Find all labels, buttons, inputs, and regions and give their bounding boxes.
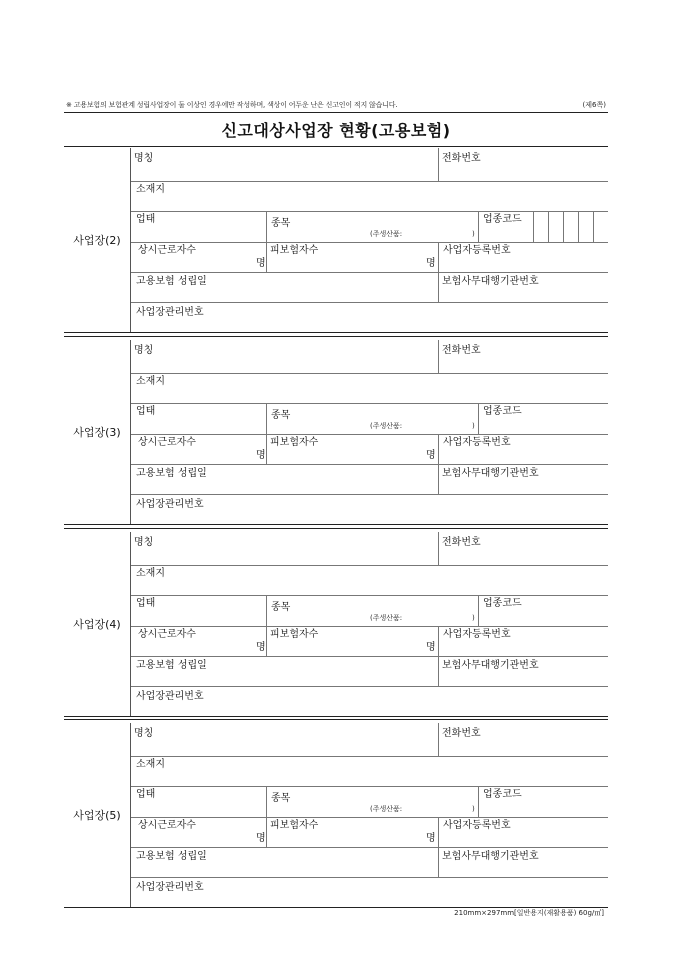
business-type-label: 업태 (136, 406, 156, 417)
workplace-label: 사업장(3) (64, 340, 131, 524)
business-type-label: 업태 (136, 214, 156, 225)
management-no-label: 사업장관리번호 (136, 691, 204, 702)
phone-label: 전화번호 (442, 345, 481, 356)
code-box-divider (593, 211, 594, 242)
main-product-label: (주생산품: (370, 614, 403, 622)
column-divider (438, 434, 439, 494)
section-separator (64, 719, 608, 720)
row-divider (131, 847, 608, 848)
title-rule (64, 146, 608, 147)
regular-workers-label: 상시근로자수 (138, 245, 196, 256)
workplace-section (64, 148, 608, 333)
name-label: 명칭 (134, 537, 154, 548)
establish-date-label: 고용보험 성립일 (136, 276, 207, 287)
industry-code-label: 업종코드 (483, 598, 522, 609)
row-divider (131, 686, 608, 687)
section-separator (64, 528, 608, 529)
row-divider (131, 434, 608, 435)
column-divider (478, 595, 479, 626)
phone-label: 전화번호 (442, 728, 481, 739)
row-divider (131, 242, 608, 243)
column-divider (478, 211, 479, 242)
management-no-label: 사업장관리번호 (136, 307, 204, 318)
agency-no-label: 보험사무대행기관번호 (442, 468, 539, 479)
row-divider (131, 626, 608, 627)
form-page-number: (제6쪽) (582, 101, 606, 109)
business-reg-no-label: 사업자등록번호 (443, 820, 511, 831)
insured-count-label: 피보험자수 (270, 437, 319, 448)
paper-spec: 210mm×297mm[일반용지(재활용품) 60g/㎡] (454, 909, 604, 917)
insured-count-label: 피보험자수 (270, 245, 319, 256)
code-box-divider (548, 211, 549, 242)
establish-date-label: 고용보험 성립일 (136, 660, 207, 671)
column-divider (478, 403, 479, 434)
code-box-divider (578, 211, 579, 242)
address-label: 소재지 (136, 184, 165, 195)
phone-label: 전화번호 (442, 153, 481, 164)
agency-no-label: 보험사무대행기관번호 (442, 660, 539, 671)
row-divider (131, 494, 608, 495)
name-label: 명칭 (134, 153, 154, 164)
workplace-label: 사업장(4) (64, 532, 131, 716)
column-divider (266, 211, 267, 272)
person-unit: 명 (426, 642, 436, 653)
row-divider (131, 786, 608, 787)
regular-workers-label: 상시근로자수 (138, 629, 196, 640)
row-divider (131, 211, 608, 212)
item-label: 종목 (271, 602, 291, 613)
address-label: 소재지 (136, 376, 165, 387)
workplace-section (64, 723, 608, 908)
insured-count-label: 피보험자수 (270, 629, 319, 640)
main-product-close: ) (472, 805, 475, 813)
column-divider (438, 532, 439, 565)
column-divider (266, 595, 267, 656)
agency-no-label: 보험사무대행기관번호 (442, 851, 539, 862)
form-title: 신고대상사업장 현황(고용보험) (221, 121, 451, 140)
insured-count-label: 피보험자수 (270, 820, 319, 831)
workplace-section (64, 340, 608, 525)
main-product-close: ) (472, 422, 475, 430)
business-type-label: 업태 (136, 598, 156, 609)
person-unit: 명 (256, 450, 266, 461)
phone-label: 전화번호 (442, 537, 481, 548)
code-box-divider (563, 211, 564, 242)
row-divider (131, 464, 608, 465)
person-unit: 명 (256, 642, 266, 653)
regular-workers-label: 상시근로자수 (138, 437, 196, 448)
workplace-label: 사업장(2) (64, 148, 131, 332)
address-label: 소재지 (136, 759, 165, 770)
column-divider (438, 242, 439, 302)
row-divider (131, 272, 608, 273)
business-reg-no-label: 사업자등록번호 (443, 437, 511, 448)
industry-code-label: 업종코드 (483, 789, 522, 800)
industry-code-label: 업종코드 (483, 406, 522, 417)
row-divider (131, 373, 608, 374)
row-divider (131, 877, 608, 878)
column-divider (438, 817, 439, 877)
column-divider (266, 403, 267, 464)
business-reg-no-label: 사업자등록번호 (443, 245, 511, 256)
row-divider (131, 302, 608, 303)
workplace-label: 사업장(5) (64, 723, 131, 907)
row-divider (131, 756, 608, 757)
person-unit: 명 (426, 258, 436, 269)
column-divider (438, 148, 439, 181)
establish-date-label: 고용보험 성립일 (136, 851, 207, 862)
item-label: 종목 (271, 410, 291, 421)
business-type-label: 업태 (136, 789, 156, 800)
name-label: 명칭 (134, 345, 154, 356)
main-product-label: (주생산품: (370, 805, 403, 813)
main-product-close: ) (472, 614, 475, 622)
item-label: 종목 (271, 793, 291, 804)
management-no-label: 사업장관리번호 (136, 882, 204, 893)
row-divider (131, 656, 608, 657)
row-divider (131, 817, 608, 818)
person-unit: 명 (426, 833, 436, 844)
item-label: 종목 (271, 218, 291, 229)
column-divider (266, 786, 267, 847)
main-product-label: (주생산품: (370, 230, 403, 238)
row-divider (131, 181, 608, 182)
business-reg-no-label: 사업자등록번호 (443, 629, 511, 640)
person-unit: 명 (426, 450, 436, 461)
main-product-close: ) (472, 230, 475, 238)
regular-workers-label: 상시근로자수 (138, 820, 196, 831)
row-divider (131, 403, 608, 404)
form-notice: ※ 고용보험의 보험관계 성립사업장이 둘 이상인 경우에만 작성하며, 색상이 어두운 난은 신고인이 적지 않습니다. (66, 101, 398, 109)
row-divider (131, 595, 608, 596)
establish-date-label: 고용보험 성립일 (136, 468, 207, 479)
management-no-label: 사업장관리번호 (136, 499, 204, 510)
column-divider (438, 340, 439, 373)
top-rule (64, 112, 608, 113)
column-divider (438, 723, 439, 756)
person-unit: 명 (256, 258, 266, 269)
workplace-section (64, 532, 608, 717)
section-separator (64, 336, 608, 337)
person-unit: 명 (256, 833, 266, 844)
column-divider (478, 786, 479, 817)
agency-no-label: 보험사무대행기관번호 (442, 276, 539, 287)
column-divider (438, 626, 439, 686)
row-divider (131, 565, 608, 566)
industry-code-label: 업종코드 (483, 214, 522, 225)
main-product-label: (주생산품: (370, 422, 403, 430)
name-label: 명칭 (134, 728, 154, 739)
address-label: 소재지 (136, 568, 165, 579)
code-box-divider (533, 211, 534, 242)
